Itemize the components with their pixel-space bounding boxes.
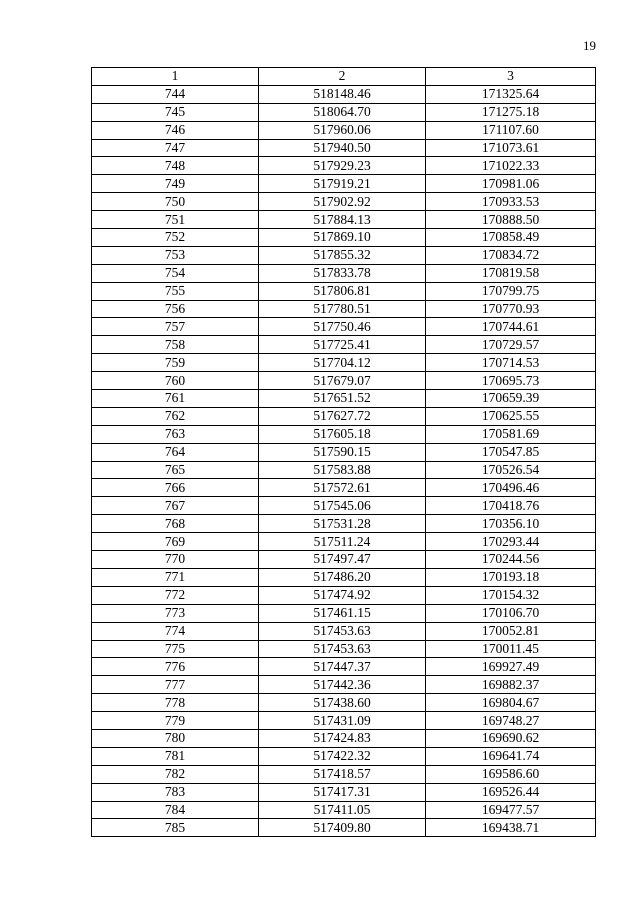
point-number-cell: 774 [92, 622, 259, 640]
column-header-1: 1 [92, 68, 259, 86]
x-coordinate-cell: 517442.36 [259, 676, 426, 694]
point-number-cell: 775 [92, 640, 259, 658]
y-coordinate-cell: 170581.69 [426, 425, 596, 443]
page-number: 19 [583, 38, 596, 53]
table-row [92, 443, 596, 461]
x-coordinate-cell: 517409.80 [259, 819, 426, 837]
table-row [92, 640, 596, 658]
x-coordinate-cell: 517511.24 [259, 533, 426, 551]
y-coordinate-cell: 170526.54 [426, 461, 596, 479]
y-coordinate-cell: 169927.49 [426, 658, 596, 676]
point-number-cell: 764 [92, 443, 259, 461]
y-coordinate-cell: 170293.44 [426, 533, 596, 551]
y-coordinate-cell: 169748.27 [426, 712, 596, 730]
y-coordinate-cell: 170244.56 [426, 551, 596, 569]
table-row [92, 497, 596, 515]
point-number-cell: 766 [92, 479, 259, 497]
y-coordinate-cell: 171073.61 [426, 139, 596, 157]
table-row [92, 211, 596, 229]
table-row [92, 282, 596, 300]
point-number-cell: 771 [92, 568, 259, 586]
x-coordinate-cell: 517590.15 [259, 443, 426, 461]
y-coordinate-cell: 169477.57 [426, 801, 596, 819]
x-coordinate-cell: 517902.92 [259, 193, 426, 211]
point-number-cell: 744 [92, 85, 259, 103]
x-coordinate-cell: 517453.63 [259, 622, 426, 640]
y-coordinate-cell: 170714.53 [426, 354, 596, 372]
x-coordinate-cell: 518148.46 [259, 85, 426, 103]
table-row [92, 264, 596, 282]
x-coordinate-cell: 517572.61 [259, 479, 426, 497]
table-row [92, 604, 596, 622]
point-number-cell: 759 [92, 354, 259, 372]
table-row [92, 390, 596, 408]
y-coordinate-cell: 171325.64 [426, 85, 596, 103]
x-coordinate-cell: 517486.20 [259, 568, 426, 586]
table-header [92, 68, 596, 86]
x-coordinate-cell: 517780.51 [259, 300, 426, 318]
y-coordinate-cell: 171275.18 [426, 103, 596, 121]
table-row [92, 372, 596, 390]
point-number-cell: 780 [92, 729, 259, 747]
y-coordinate-cell: 170770.93 [426, 300, 596, 318]
y-coordinate-cell: 170011.45 [426, 640, 596, 658]
table-row [92, 300, 596, 318]
header-row [92, 68, 596, 86]
table-body [92, 85, 596, 836]
y-coordinate-cell: 170193.18 [426, 568, 596, 586]
table-row [92, 747, 596, 765]
table-row [92, 658, 596, 676]
table-row [92, 801, 596, 819]
point-number-cell: 756 [92, 300, 259, 318]
y-coordinate-cell: 170888.50 [426, 211, 596, 229]
y-coordinate-cell: 169586.60 [426, 765, 596, 783]
table-row [92, 193, 596, 211]
x-coordinate-cell: 517497.47 [259, 551, 426, 569]
y-coordinate-cell: 170729.57 [426, 336, 596, 354]
point-number-cell: 755 [92, 282, 259, 300]
point-number-cell: 758 [92, 336, 259, 354]
y-coordinate-cell: 170695.73 [426, 372, 596, 390]
x-coordinate-cell: 517431.09 [259, 712, 426, 730]
point-number-cell: 778 [92, 694, 259, 712]
point-number-cell: 777 [92, 676, 259, 694]
point-number-cell: 747 [92, 139, 259, 157]
point-number-cell: 760 [92, 372, 259, 390]
x-coordinate-cell: 517929.23 [259, 157, 426, 175]
column-header-2: 2 [259, 68, 426, 86]
x-coordinate-cell: 517422.32 [259, 747, 426, 765]
point-number-cell: 750 [92, 193, 259, 211]
table-row [92, 318, 596, 336]
y-coordinate-cell: 171022.33 [426, 157, 596, 175]
point-number-cell: 776 [92, 658, 259, 676]
x-coordinate-cell: 517474.92 [259, 586, 426, 604]
point-number-cell: 765 [92, 461, 259, 479]
x-coordinate-cell: 518064.70 [259, 103, 426, 121]
table-row [92, 551, 596, 569]
y-coordinate-cell: 171107.60 [426, 121, 596, 139]
table-row [92, 139, 596, 157]
y-coordinate-cell: 169882.37 [426, 676, 596, 694]
point-number-cell: 754 [92, 264, 259, 282]
table-row [92, 229, 596, 247]
x-coordinate-cell: 517919.21 [259, 175, 426, 193]
x-coordinate-cell: 517869.10 [259, 229, 426, 247]
y-coordinate-cell: 169804.67 [426, 694, 596, 712]
table-row [92, 461, 596, 479]
x-coordinate-cell: 517417.31 [259, 783, 426, 801]
y-coordinate-cell: 170496.46 [426, 479, 596, 497]
x-coordinate-cell: 517438.60 [259, 694, 426, 712]
point-number-cell: 762 [92, 407, 259, 425]
point-number-cell: 783 [92, 783, 259, 801]
x-coordinate-cell: 517651.52 [259, 390, 426, 408]
table-row [92, 85, 596, 103]
y-coordinate-cell: 169438.71 [426, 819, 596, 837]
point-number-cell: 768 [92, 515, 259, 533]
coordinates-table [91, 67, 596, 837]
table-row [92, 586, 596, 604]
point-number-cell: 752 [92, 229, 259, 247]
y-coordinate-cell: 169690.62 [426, 729, 596, 747]
y-coordinate-cell: 170547.85 [426, 443, 596, 461]
x-coordinate-cell: 517447.37 [259, 658, 426, 676]
x-coordinate-cell: 517960.06 [259, 121, 426, 139]
point-number-cell: 781 [92, 747, 259, 765]
table-row [92, 336, 596, 354]
table-row [92, 568, 596, 586]
table-row [92, 515, 596, 533]
y-coordinate-cell: 170819.58 [426, 264, 596, 282]
point-number-cell: 745 [92, 103, 259, 121]
table-row [92, 676, 596, 694]
y-coordinate-cell: 170744.61 [426, 318, 596, 336]
column-header-3: 3 [426, 68, 596, 86]
table-row [92, 246, 596, 264]
y-coordinate-cell: 170418.76 [426, 497, 596, 515]
point-number-cell: 757 [92, 318, 259, 336]
table-row [92, 712, 596, 730]
x-coordinate-cell: 517940.50 [259, 139, 426, 157]
y-coordinate-cell: 170933.53 [426, 193, 596, 211]
table-row [92, 622, 596, 640]
point-number-cell: 773 [92, 604, 259, 622]
x-coordinate-cell: 517453.63 [259, 640, 426, 658]
x-coordinate-cell: 517545.06 [259, 497, 426, 515]
point-number-cell: 772 [92, 586, 259, 604]
x-coordinate-cell: 517605.18 [259, 425, 426, 443]
x-coordinate-cell: 517855.32 [259, 246, 426, 264]
x-coordinate-cell: 517833.78 [259, 264, 426, 282]
x-coordinate-cell: 517884.13 [259, 211, 426, 229]
y-coordinate-cell: 170659.39 [426, 390, 596, 408]
point-number-cell: 785 [92, 819, 259, 837]
table-row [92, 425, 596, 443]
x-coordinate-cell: 517418.57 [259, 765, 426, 783]
x-coordinate-cell: 517424.83 [259, 729, 426, 747]
x-coordinate-cell: 517461.15 [259, 604, 426, 622]
point-number-cell: 769 [92, 533, 259, 551]
y-coordinate-cell: 169526.44 [426, 783, 596, 801]
table-row [92, 157, 596, 175]
x-coordinate-cell: 517806.81 [259, 282, 426, 300]
table-row [92, 783, 596, 801]
table-row [92, 479, 596, 497]
table-row [92, 175, 596, 193]
y-coordinate-cell: 170356.10 [426, 515, 596, 533]
point-number-cell: 770 [92, 551, 259, 569]
table-row [92, 694, 596, 712]
point-number-cell: 749 [92, 175, 259, 193]
x-coordinate-cell: 517531.28 [259, 515, 426, 533]
x-coordinate-cell: 517725.41 [259, 336, 426, 354]
x-coordinate-cell: 517627.72 [259, 407, 426, 425]
table-row [92, 103, 596, 121]
point-number-cell: 784 [92, 801, 259, 819]
y-coordinate-cell: 169641.74 [426, 747, 596, 765]
point-number-cell: 753 [92, 246, 259, 264]
y-coordinate-cell: 170625.55 [426, 407, 596, 425]
point-number-cell: 779 [92, 712, 259, 730]
table-row [92, 765, 596, 783]
table-row [92, 533, 596, 551]
y-coordinate-cell: 170052.81 [426, 622, 596, 640]
y-coordinate-cell: 170858.49 [426, 229, 596, 247]
table-row [92, 121, 596, 139]
x-coordinate-cell: 517704.12 [259, 354, 426, 372]
y-coordinate-cell: 170154.32 [426, 586, 596, 604]
y-coordinate-cell: 170106.70 [426, 604, 596, 622]
point-number-cell: 767 [92, 497, 259, 515]
point-number-cell: 748 [92, 157, 259, 175]
table-row [92, 407, 596, 425]
y-coordinate-cell: 170834.72 [426, 246, 596, 264]
point-number-cell: 761 [92, 390, 259, 408]
table-row [92, 354, 596, 372]
x-coordinate-cell: 517583.88 [259, 461, 426, 479]
y-coordinate-cell: 170799.75 [426, 282, 596, 300]
x-coordinate-cell: 517679.07 [259, 372, 426, 390]
table-row [92, 729, 596, 747]
point-number-cell: 746 [92, 121, 259, 139]
point-number-cell: 782 [92, 765, 259, 783]
point-number-cell: 763 [92, 425, 259, 443]
point-number-cell: 751 [92, 211, 259, 229]
table-row [92, 819, 596, 837]
x-coordinate-cell: 517750.46 [259, 318, 426, 336]
y-coordinate-cell: 170981.06 [426, 175, 596, 193]
x-coordinate-cell: 517411.05 [259, 801, 426, 819]
